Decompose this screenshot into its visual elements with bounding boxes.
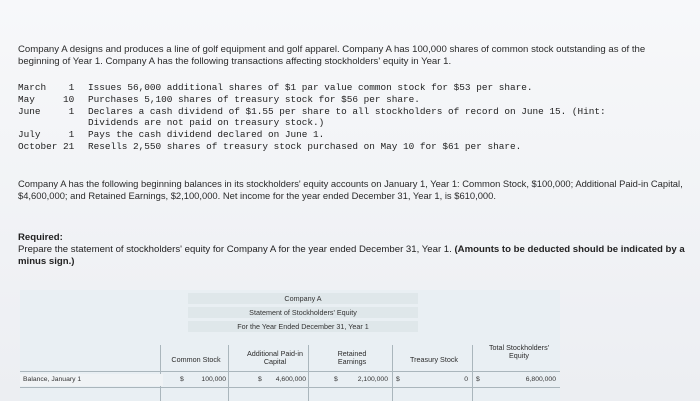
row-label: Balance, January 1 xyxy=(20,374,163,386)
statement-period: For the Year Ended December 31, Year 1 xyxy=(188,321,418,332)
divider xyxy=(20,387,560,388)
transaction-date: March 1 xyxy=(18,82,75,93)
cell-apic: 4,600,000 xyxy=(275,376,306,383)
divider xyxy=(20,371,560,372)
currency-sign: $ xyxy=(476,376,480,383)
transaction-text: Purchases 5,100 shares of treasury stock for $56 per share. xyxy=(88,93,420,105)
beginning-balances-paragraph: Company A has the following beginning balances in its stockholders' equity accounts on January 1, Year 1: Common Stock, $100,000; Additional Paid-in Capital, $4,600,000; and Retained Earnings, $2,100,000. Net income for the year ended December 31, Year 1, is $610,000. xyxy=(18,178,683,201)
cell-total: 6,800,000 xyxy=(525,376,556,383)
column-header-apic: Additional Paid-in Capital xyxy=(247,349,303,366)
transaction-date: May 10 xyxy=(18,93,75,105)
currency-sign: $ xyxy=(396,376,400,383)
transaction-row xyxy=(18,117,688,129)
transaction-text: Dividends are not paid on treasury stock.) xyxy=(88,117,325,129)
required-note: (Amounts to be deducted should be indicated by a minus sign.) xyxy=(18,244,685,267)
transaction-row xyxy=(18,94,688,106)
cell-treasury-stock: 0 xyxy=(464,376,468,383)
cell-retained-earnings: 2,100,000 xyxy=(357,376,388,383)
transaction-date xyxy=(18,117,88,129)
divider xyxy=(472,345,473,401)
divider xyxy=(392,345,393,401)
cell-common-stock: 100,000 xyxy=(201,376,226,383)
transaction-row xyxy=(18,141,688,153)
intro-paragraph: Company A designs and produces a line of golf equipment and golf apparel. Company A has 100,000 shares of common stock outstanding as of the beginning of Year 1. Company A has the following transactions affecting stockholders' equity in Year 1. xyxy=(18,44,646,67)
transaction-text: Resells 2,550 shares of treasury stock purchased on May 10 for $61 per share. xyxy=(88,140,522,152)
divider xyxy=(308,345,309,401)
divider xyxy=(160,345,161,401)
column-header-retained-earnings: Retained Earnings xyxy=(337,349,367,366)
required-section xyxy=(18,232,688,268)
transaction-row xyxy=(18,129,688,141)
column-header-total: Total Stockholders' Equity xyxy=(488,343,550,360)
transaction-row xyxy=(18,82,688,94)
transaction-text: Pays the cash dividend declared on June 1. xyxy=(88,129,325,141)
column-header-treasury-stock: Treasury Stock xyxy=(409,355,459,364)
transaction-date: July 1 xyxy=(18,129,75,141)
currency-sign: $ xyxy=(180,376,184,383)
column-header-common-stock: Common Stock xyxy=(171,355,221,364)
required-text: Prepare the statement of stockholders' equity for Company A for the year ended December 31, Year 1. xyxy=(18,244,452,255)
statement-title: Statement of Stockholders' Equity xyxy=(188,307,418,318)
transaction-date: October 21 xyxy=(18,140,75,152)
transaction-date: June 1 xyxy=(18,105,75,117)
statement-table xyxy=(20,290,560,401)
transaction-text: Declares a cash dividend of $1.55 per share to all stockholders of record on June 15. (Hint: xyxy=(88,105,606,117)
transactions-list xyxy=(18,82,688,153)
currency-sign: $ xyxy=(258,376,262,383)
currency-sign: $ xyxy=(334,376,338,383)
required-instructions xyxy=(18,244,688,268)
divider xyxy=(228,345,229,401)
transaction-text: Issues 56,000 additional shares of $1 par value common stock for $53 per share. xyxy=(88,82,533,93)
transaction-row xyxy=(18,106,688,118)
statement-company: Company A xyxy=(188,293,418,304)
required-title: Required: xyxy=(18,232,63,243)
